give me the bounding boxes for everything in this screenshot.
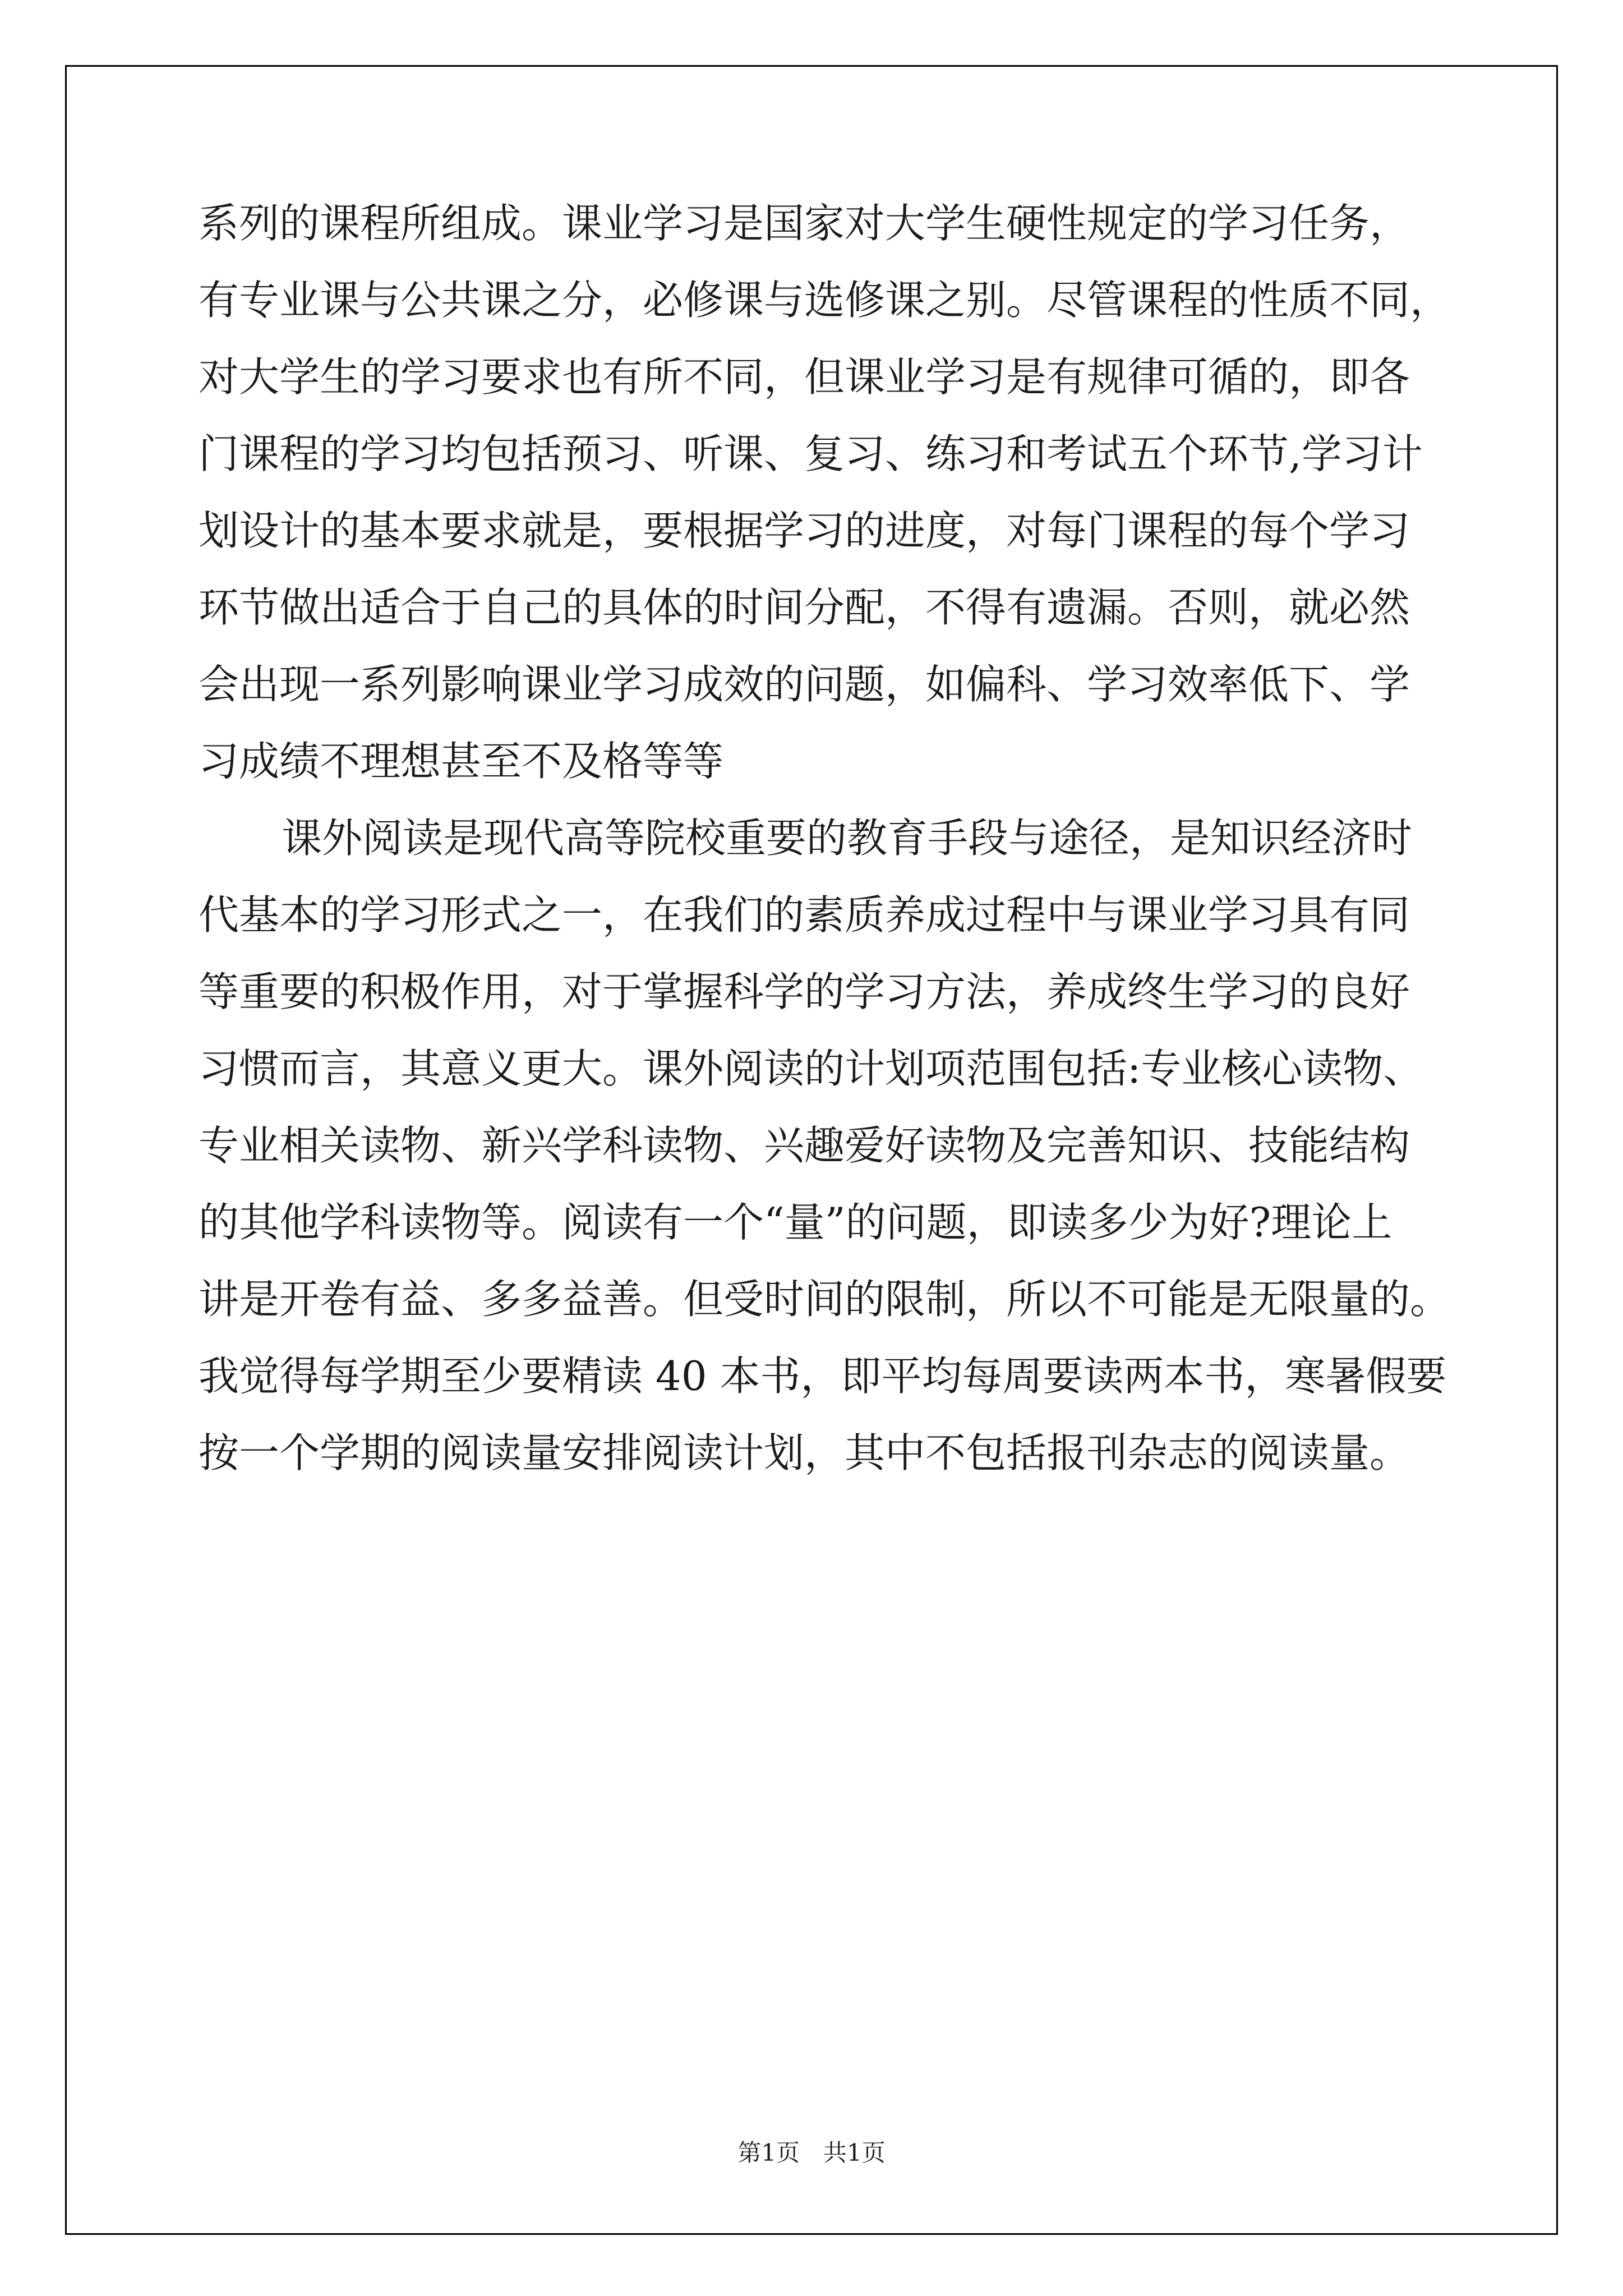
text-line: 我觉得每学期至少要精读 40 本书，即平均每周要读两本书，寒暑假要 <box>199 1352 1447 1400</box>
text-line: 会出现一系列影响课业学习成效的问题，如偏科、学习效率低下、学 <box>199 661 1410 708</box>
text-line: 课外阅读是现代高等院校重要的教育手段与途径，是知识经济时 <box>282 815 1413 862</box>
text-line: 的其他学科读物等。阅读有一个“量”的问题，即读多少为好?理论上 <box>199 1199 1393 1246</box>
text-line: 有专业课与公共课之分，必修课与选修课之别。尽管课程的性质不同， <box>199 277 1451 324</box>
text-line: 讲是开卷有益、多多益善。但受时间的限制，所以不可能是无限量的。 <box>199 1276 1451 1323</box>
text-line: 等重要的积极作用，对于掌握科学的学习方法，养成终生学习的良好 <box>199 968 1410 1015</box>
text-line: 划设计的基本要求就是，要根据学习的进度，对每门课程的每个学习 <box>199 507 1410 554</box>
text-line: 环节做出适合于自己的具体的时间分配，不得有遗漏。否则，就必然 <box>199 584 1410 631</box>
text-line: 系列的课程所组成。课业学习是国家对大学生硬性规定的学习任务， <box>199 200 1410 247</box>
text-line: 对大学生的学习要求也有所不同，但课业学习是有规律可循的，即各 <box>199 353 1410 401</box>
page-number-footer: 第1页 共1页 <box>737 2139 886 2166</box>
text-line: 按一个学期的阅读量安排阅读计划，其中不包括报刊杂志的阅读量。 <box>199 1429 1410 1476</box>
text-line: 习惯而言，其意义更大。课外阅读的计划项范围包括:专业核心读物、 <box>199 1045 1424 1092</box>
document-body <box>199 185 1451 1492</box>
text-line: 习成绩不理想甚至不及格等等 <box>199 738 724 785</box>
text-line: 代基本的学习形式之一，在我们的素质养成过程中与课业学习具有同 <box>199 891 1410 938</box>
text-line: 门课程的学习均包括预习、听课、复习、练习和考试五个环节,学习计 <box>199 430 1423 477</box>
text-line: 专业相关读物、新兴学科读物、兴趣爱好读物及完善知识、技能结构 <box>199 1122 1410 1169</box>
